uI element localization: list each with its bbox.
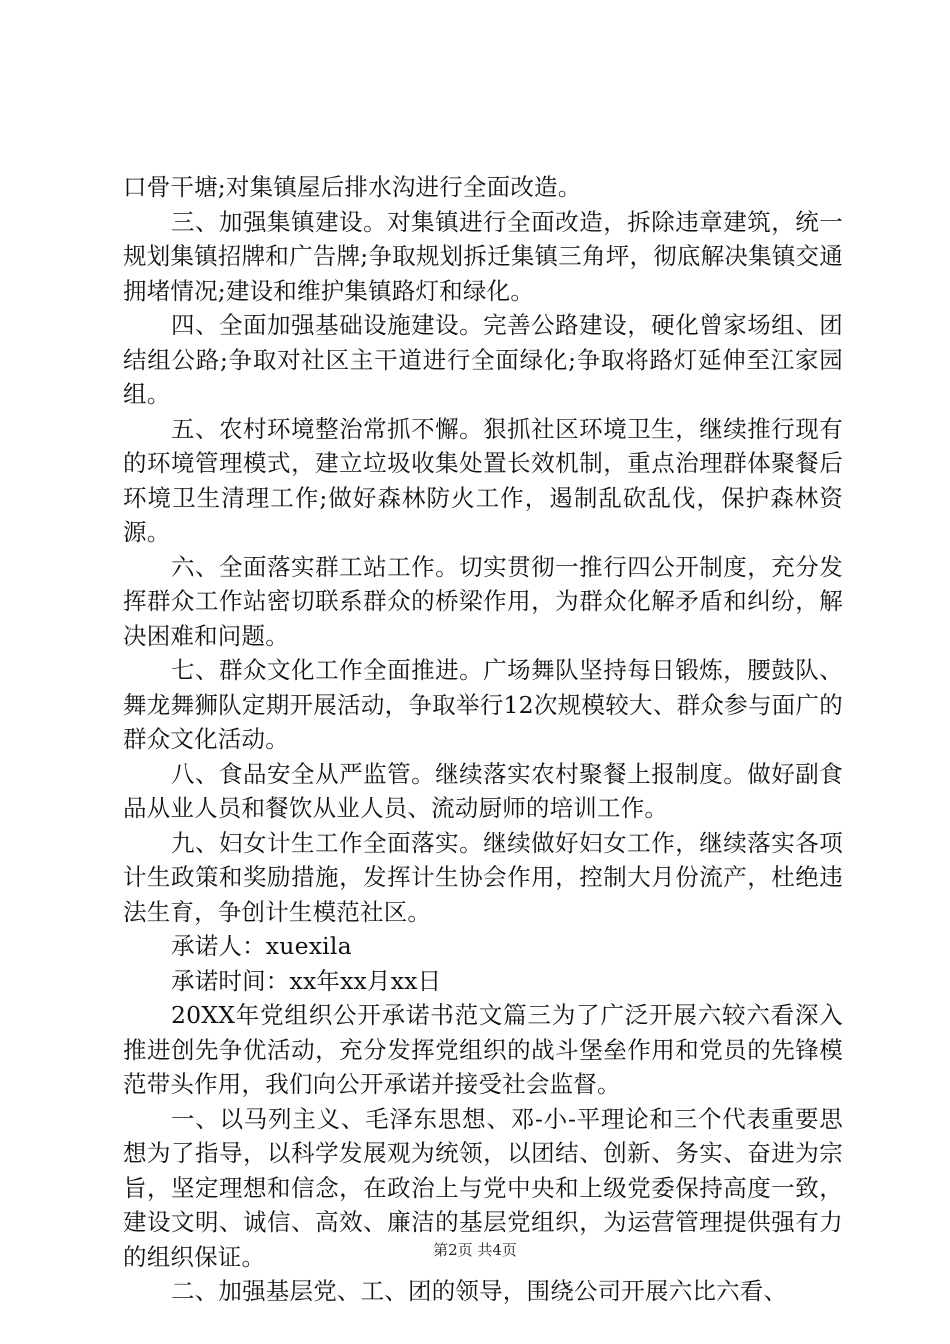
promisor-line: 承诺人：xuexila: [171, 932, 352, 960]
paragraph-item-6: 六、全面落实群工站工作。切实贯彻一推行四公开制度，充分发挥群众工作站密切联系群众的桥梁作用，为群众化解矛盾和纠纷，解决困难和问题。: [123, 552, 843, 650]
paragraph-item-9: 九、妇女计生工作全面落实。继续做好妇女工作，继续落实各项计生政策和奖励措施，发挥计生协会作用，控制大月份流产，杜绝违法生育，争创计生模范社区。: [123, 828, 843, 926]
paragraph-continuation: 口骨干塘;对集镇屋后排水沟进行全面改造。: [123, 173, 582, 201]
section-three-item-2: 二、加强基层党、工、团的领导，围绕公司开展六比六看、: [171, 1277, 788, 1305]
page-number-label: 第2页 共4页: [433, 1241, 517, 1259]
section-three-item-1: 一、以马列主义、毛泽东思想、邓-小-平理论和三个代表重要思想为了指导，以科学发展观为统领，以团结、创新、务实、奋进为宗旨，坚定理想和信念，在政治上与党中央和上级党委保持高度一致，建设文明、诚信、高效、廉洁的基层党组织，为运营管理提供强有力的组织保证。: [123, 1104, 843, 1271]
document-body: [123, 170, 843, 1309]
paragraph-item-7: 七、群众文化工作全面推进。广场舞队坚持每日锻炼，腰鼓队、舞龙舞狮队定期开展活动，争取举行12次规模较大、群众参与面广的群众文化活动。: [123, 656, 843, 753]
page-footer: [0, 1240, 950, 1260]
paragraph-item-8: 八、食品安全从严监管。继续落实农村聚餐上报制度。做好副食品从业人员和餐饮从业人员、流动厨师的培训工作。: [123, 759, 843, 822]
section-three-intro: 20XX年党组织公开承诺书范文篇三为了广泛开展六较六看深入推进创先争优活动，充分发挥党组织的战斗堡垒作用和党员的先锋模范带头作用，我们向公开承诺并接受社会监督。: [123, 1001, 843, 1098]
promise-date-line: 承诺时间：xx年xx月xx日: [171, 966, 442, 995]
paragraph-item-4: 四、全面加强基础设施建设。完善公路建设，硬化曾家场组、团结组公路;争取对社区主干道进行全面绿化;争取将路灯延伸至江家园组。: [123, 311, 843, 408]
paragraph-item-5: 五、农村环境整治常抓不懈。狠抓社区环境卫生，继续推行现有的环境管理模式，建立垃圾收集处置长效机制，重点治理群体聚餐后环境卫生清理工作;做好森林防火工作，遏制乱砍乱伐，保护森林资源。: [123, 414, 843, 546]
paragraph-item-3: 三、加强集镇建设。对集镇进行全面改造，拆除违章建筑，统一规划集镇招牌和广告牌;争取规划拆迁集镇三角坪，彻底解决集镇交通拥堵情况;建设和维护集镇路灯和绿化。: [123, 207, 843, 305]
